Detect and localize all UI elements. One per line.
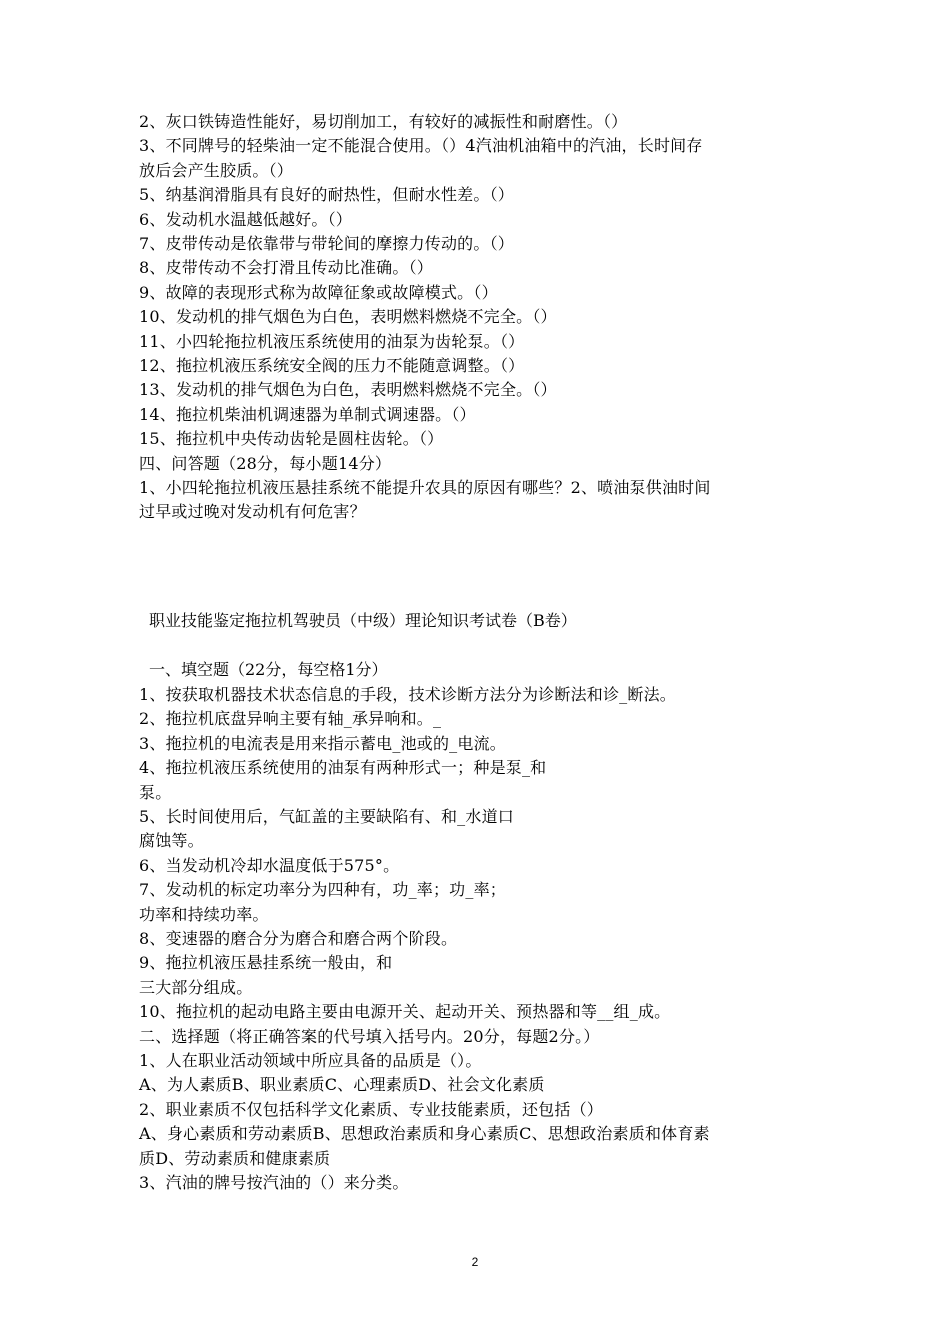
- exam-title: 职业技能鉴定拖拉机驾驶员（中级）理论知识考试卷（B卷）: [149, 611, 577, 630]
- text-line: 2、灰口铁铸造性能好，易切削加工，有较好的减振性和耐磨性。（）: [139, 112, 628, 131]
- text-line: 3、不同牌号的轻柴油一定不能混合使用。（）4汽油机油箱中的汽油，长时间存: [139, 136, 703, 156]
- text-line: 15、拖拉机中央传动齿轮是圆柱齿轮。（）: [139, 429, 444, 449]
- text-line: 5、纳基润滑脂具有良好的耐热性，但耐水性差。（）: [139, 185, 514, 205]
- text-line: 13、发动机的排气烟色为白色，表明燃料燃烧不完全。（）: [139, 380, 557, 400]
- text-line: A、身心素质和劳动素质B、思想政治素质和身心素质C、思想政治素质和体育素: [139, 1124, 710, 1144]
- text-line: 2、职业素质不仅包括科学文化素质、专业技能素质，还包括（）: [139, 1099, 603, 1119]
- text-line: 1、按获取机器技术状态信息的手段，技术诊断方法分为诊断法和诊_断法。: [139, 685, 676, 704]
- text-line: 2、拖拉机底盘异响主要有轴_承异响和。_: [139, 709, 442, 729]
- text-line: 放后会产生胶质。（）: [139, 160, 294, 180]
- text-line: 12、拖拉机液压系统安全阀的压力不能随意调整。（）: [139, 356, 525, 375]
- text-line: 功率和持续功率。: [139, 904, 269, 924]
- section-heading-fill-in: 一、填空题（22分，每空格1分）: [149, 660, 388, 679]
- text-line: 过早或过晚对发动机有何危害？: [139, 502, 366, 522]
- text-line: 9、拖拉机液压悬挂系统一般由，和: [139, 953, 393, 973]
- text-line: 14、拖拉机柴油机调速器为单制式调速器。（）: [139, 404, 476, 424]
- text-line: 1、人在职业活动领域中所应具备的品质是（）。: [139, 1051, 482, 1070]
- text-line: 10、发动机的排气烟色为白色，表明燃料燃烧不完全。（）: [139, 307, 557, 327]
- text-line: 3、汽油的牌号按汽油的（）来分类。: [139, 1173, 409, 1192]
- text-line: 7、发动机的标定功率分为四种有，功_率；功_率；: [139, 880, 506, 900]
- text-line: 质D、劳动素质和健康素质: [139, 1148, 331, 1168]
- text-line: 9、故障的表现形式称为故障征象或故障模式。（）: [139, 282, 498, 302]
- text-line: 6、发动机水温越低越好。（）: [139, 209, 352, 229]
- text-line: 7、皮带传动是依靠带与带轮间的摩擦力传动的。（）: [139, 234, 514, 253]
- text-line: A、为人素质B、职业素质C、心理素质D、社会文化素质: [139, 1075, 545, 1095]
- text-line: 1、小四轮拖拉机液压悬挂系统不能提升农具的原因有哪些？2、喷油泵供油时间: [139, 478, 711, 497]
- text-line: 泵。: [139, 782, 172, 802]
- text-line: 11、小四轮拖拉机液压系统使用的油泵为齿轮泵。（）: [139, 331, 525, 351]
- text-line: 三大部分组成。: [139, 977, 253, 997]
- text-line: 5、长时间使用后，气缸盖的主要缺陷有、和_水道口: [139, 807, 514, 826]
- text-line: 4、拖拉机液压系统使用的油泵有两种形式一；种是泵_和: [139, 758, 547, 778]
- text-line: 3、拖拉机的电流表是用来指示蓄电_池或的_电流。: [139, 733, 506, 753]
- page-number: 2: [471, 1255, 479, 1269]
- text-line: 腐蚀等。: [139, 831, 204, 851]
- text-line: 二、选择题（将正确答案的代号填入括号内。20分，每题2分。）: [139, 1026, 600, 1046]
- text-line: 8、变速器的磨合分为磨合和磨合两个阶段。: [139, 929, 458, 948]
- text-line: 8、皮带传动不会打滑且传动比准确。（）: [139, 258, 433, 278]
- text-line: 四、问答题（28分，每小题14分）: [139, 453, 392, 473]
- text-line: 6、当发动机冷却水温度低于575°。: [139, 855, 400, 875]
- text-line: 10、拖拉机的起动电路主要由电源开关、起动开关、预热器和等__组_成。: [139, 1002, 671, 1022]
